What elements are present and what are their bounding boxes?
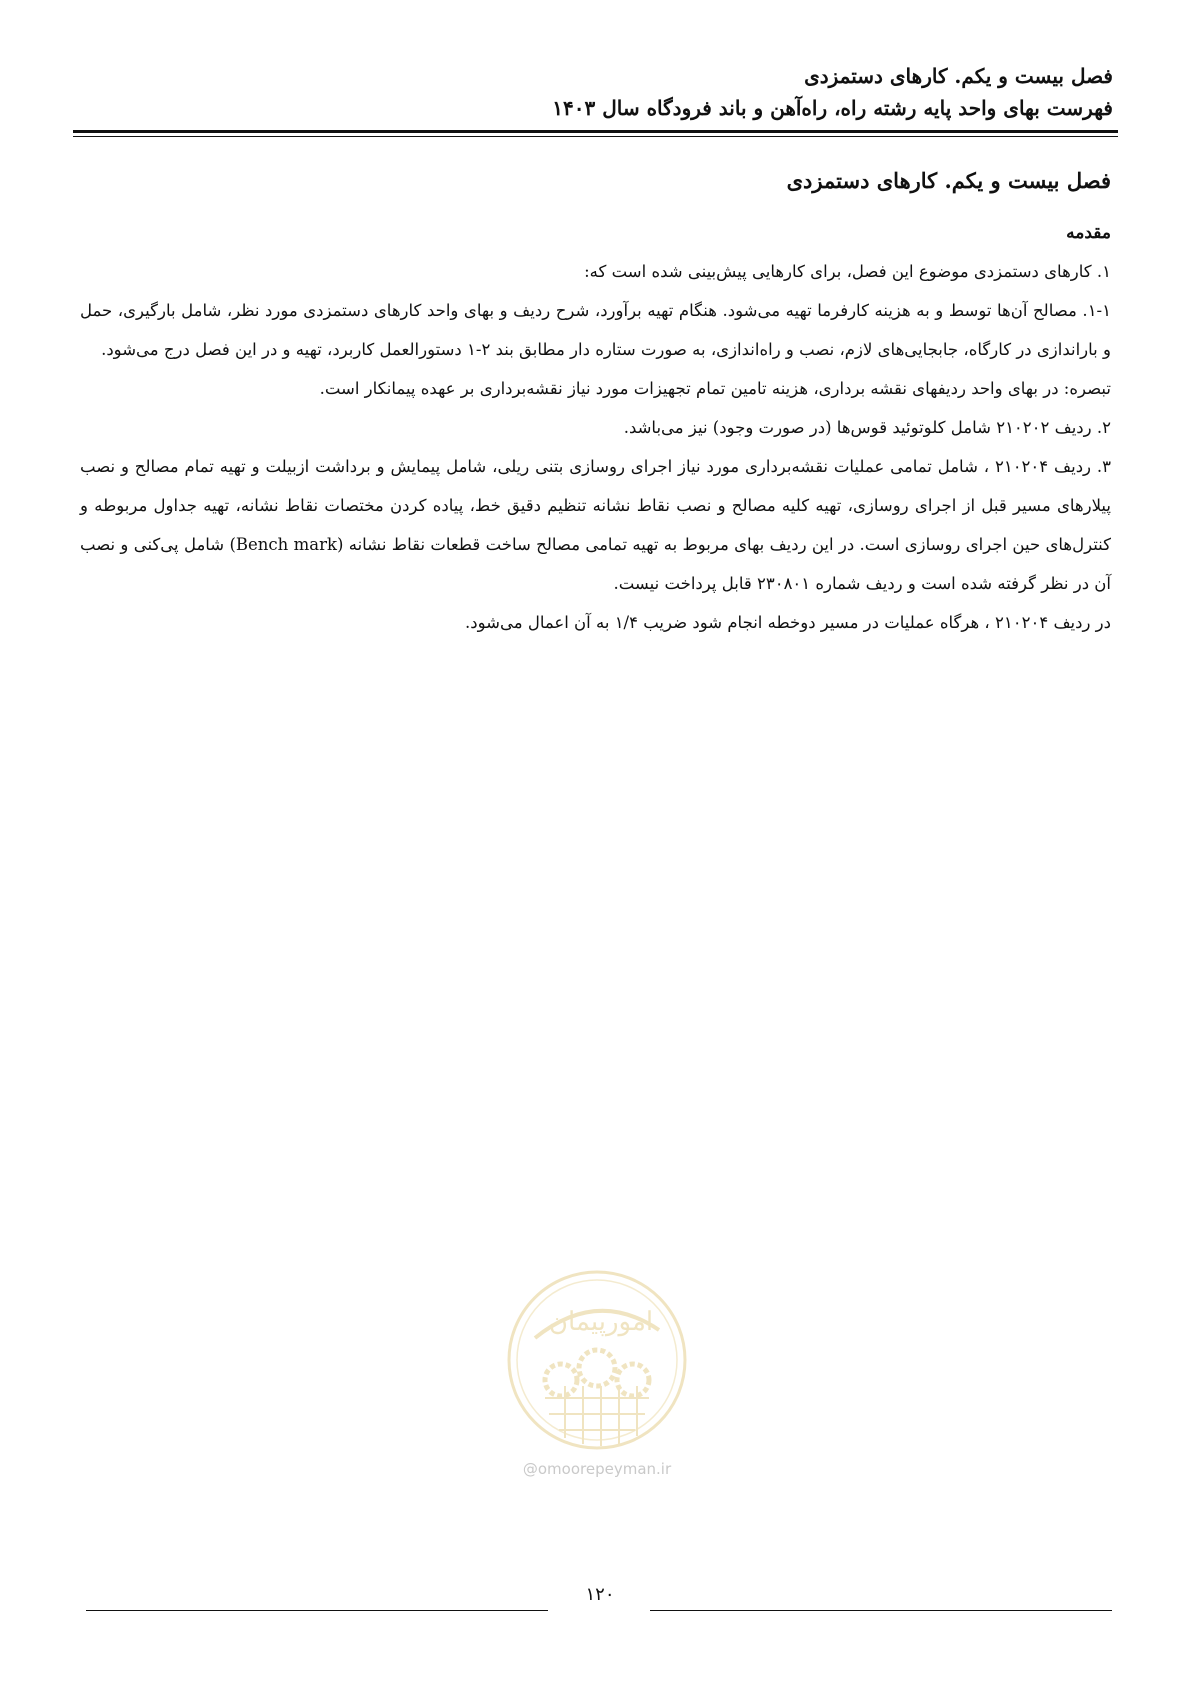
watermark-outer-ring: [509, 1272, 685, 1448]
footer-rule-right: [650, 1610, 1112, 1611]
paragraph-1: ۱. کارهای دستمزدی موضوع این فصل، برای کارهایی پیش‌بینی شده است که:: [584, 262, 1111, 281]
watermark-gear-left: [545, 1364, 577, 1396]
section-title-introduction: مقدمه: [1066, 223, 1111, 243]
chapter-title: فصل بیست و یکم. کارهای دستمزدی: [786, 168, 1111, 193]
footer-rule-left: [86, 1610, 548, 1611]
watermark-gear-right: [617, 1364, 649, 1396]
paragraph-4: در ردیف ۲۱۰۲۰۴ ، هرگاه عملیات در مسیر دوخطه انجام شود ضریب ۱/۴ به آن اعمال می‌شود.: [465, 613, 1111, 632]
paragraph-2: ۲. ردیف ۲۱۰۲۰۲ شامل کلوتوئید قوس‌ها (در صورت وجود) نیز می‌باشد.: [623, 418, 1111, 437]
header-catalog-line: فهرست بهای واحد پایه رشته راه، راه‌آهن و باند فرودگاه سال ۱۴۰۳: [552, 96, 1113, 120]
watermark-inner-ring: [517, 1280, 677, 1440]
page-number: ۱۲۰: [585, 1584, 615, 1605]
header-rule-thin: [73, 136, 1118, 137]
header-rule-thick: [73, 130, 1118, 133]
paragraph-3: ۳. ردیف ۲۱۰۲۰۴ ، شامل تمامی عملیات نقشه‌برداری مورد نیاز اجرای روسازی بتنی ریلی، شامل پیمایش و برداشت ازبیلت و تهیه تمام مصالح و نصب پیلارهای مسیر قبل از اجرای روسازی، تهیه کلیه مصالح و نصب نقاط نشانه تنظیم دقیق خط، پیاده کردن مختصات نقاط نشانه، تهیه جداول مربوطه و کنترل‌های حین اجرای روسازی است. در این ردیف بهای مربوط به تهیه تمامی مصالح ساخت قطعات نقاط نشانه (Bench mark) شامل پی‌کنی و نصب آن در نظر گرفته شده است و ردیف شماره ۲۳۰۸۰۱ قابل پرداخت نیست.: [80, 457, 1112, 593]
watermark-gear-center: [579, 1350, 615, 1386]
page-content: [80, 164, 1111, 642]
watermark-logo: [505, 1268, 689, 1452]
header-chapter-line: فصل بیست و یکم. کارهای دستمزدی: [804, 64, 1113, 88]
watermark-logo-text: امورپیمان: [548, 1307, 654, 1337]
page-header: [78, 60, 1113, 124]
paragraph-1-1: ۱-۱. مصالح آن‌ها توسط و به هزینه کارفرما تهیه می‌شود. هنگام تهیه برآورد، شرح ردیف و بهای واحد کارهای دستمزدی مورد نظر، شامل بارگیری، حمل و باراندازی در کارگاه، جابجایی‌های لازم، نصب و راه‌اندازی، به صورت ستاره دار مطابق بند ۲-۱ دستورالعمل کاربرد، تهیه و در این فصل درج می‌شود.: [80, 301, 1111, 359]
paragraph-note: تبصره: در بهای واحد ردیفهای نقشه برداری، هزینه تامین تمام تجهیزات مورد نیاز نقشه‌برداری بر عهده پیمانکار است.: [319, 379, 1111, 398]
watermark-url: @omoorepeyman.ir: [522, 1460, 672, 1478]
